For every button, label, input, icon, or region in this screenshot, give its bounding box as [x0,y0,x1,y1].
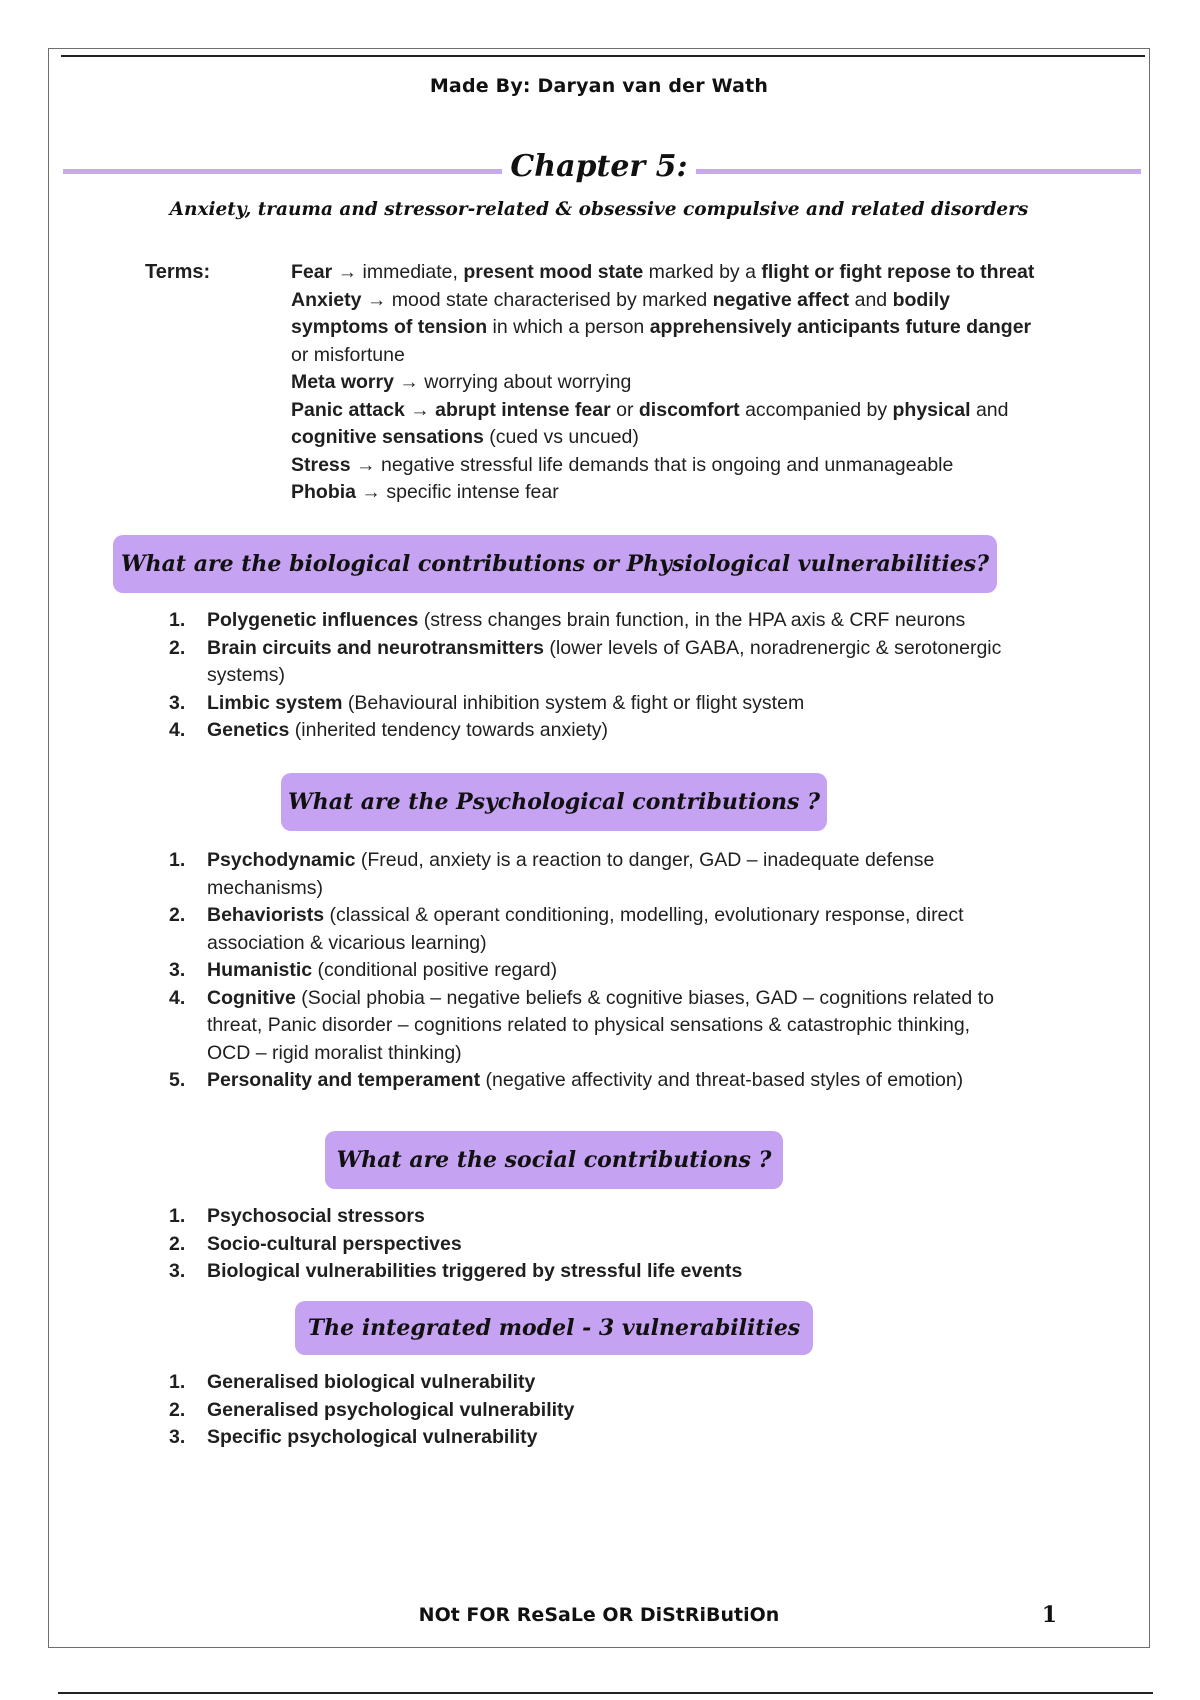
list-number: 3. [169,1426,186,1448]
term-name: Panic attack [291,398,405,421]
list-item-title: Generalised psychological vulnerability [207,1398,575,1421]
term-definition-part: or [610,398,639,421]
term-fear [291,259,1051,287]
list-item [169,1203,1009,1231]
term-definition-part: apprehensively anticipants future danger [649,316,1032,338]
list-item-detail: (classical & operant conditioning, modelling, evolutionary response, direct association & vicarious learning) [207,904,964,954]
arrow-icon: → [361,288,392,311]
list-item-title: Humanistic [207,959,313,981]
list-number: 4. [169,986,186,1009]
list-item-detail: (negative affectivity and threat-based styles of emotion) [480,1069,964,1091]
integrated-model-list [169,1369,1009,1452]
term-definition-part: cognitive sensations [291,426,484,448]
list-item-detail: (stress changes brain function, in the HPA axis & CRF neurons [418,609,966,631]
list-item-title: Brain circuits and neurotransmitters [207,636,545,659]
terms-list [291,259,1051,507]
list-item [169,1424,1009,1452]
term-definition-part: and [849,288,893,311]
term-definition-part: accompanied by [739,398,893,421]
psychological-list [169,847,1009,1095]
author-credit: Made By: Daryan van der Wath [429,75,769,97]
list-number: 1. [169,1205,186,1227]
list-item [169,1258,1009,1286]
term-definition-part: flight or fight repose to threat [761,261,1035,283]
list-number: 4. [169,719,186,741]
section-heading-integrated-model: The integrated model - 3 vulnerabilities [295,1301,813,1355]
list-item-detail: (Freud, anxiety is a reaction to danger, GAD – inadequate defense mechanisms) [207,849,935,899]
list-item-title: Genetics [207,719,290,741]
list-number: 2. [169,1232,186,1255]
list-number: 3. [169,1260,186,1282]
term-stress [291,452,1051,480]
list-item [169,957,1009,985]
footer-notice: NOt FOR ReSaLe OR DiStRiButiOn [418,1604,780,1626]
list-item [169,690,1009,718]
list-item-title: Specific psychological vulnerability [207,1426,538,1448]
list-number: 1. [169,609,186,631]
arrow-icon: → [356,481,387,503]
list-item-title: Socio-cultural perspectives [207,1232,462,1255]
term-definition-part: in which a person [487,316,650,338]
term-meta-worry [291,369,1051,397]
term-definition-part: specific intense fear [386,481,559,503]
list-item-title: Personality and temperament [207,1069,481,1091]
term-definition-part: negative stressful life demands that is ongoing and unmanageable [380,453,954,476]
term-name: Meta worry [291,371,394,393]
list-item-title: Generalised biological vulnerability [207,1371,536,1393]
list-item-detail: (lower levels of GABA, noradrenergic & serotonergic systems) [207,636,1002,686]
chapter-title-text: Chapter 5: [502,149,695,184]
term-anxiety [291,287,1051,370]
term-definition-part: abrupt intense fear [435,398,611,421]
list-number: 3. [169,691,186,714]
term-name: Fear [291,261,333,283]
list-number: 5. [169,1069,186,1091]
term-definition-part: negative affect [712,288,850,311]
list-item-detail: (Behavioural inhibition system & fight or flight system [342,691,805,714]
list-item-title: Polygenetic influences [207,609,419,631]
list-item [169,985,1009,1068]
arrow-icon: → [332,261,363,283]
term-definition-part: mood state characterised by marked [391,288,713,311]
list-number: 2. [169,636,186,659]
term-phobia [291,479,1051,507]
list-item-detail: (conditional positive regard) [312,959,558,981]
biological-list [169,607,1009,745]
term-name: Stress [291,453,351,476]
term-definition-part: immediate, [362,261,464,283]
section-heading-social: What are the social contributions ? [325,1131,783,1189]
term-definition-part: discomfort [638,398,740,421]
list-item [169,717,1009,745]
top-border-line [61,55,1145,57]
terms-label: Terms: [145,261,211,283]
list-item [169,1067,1009,1095]
term-definition-part: present mood state [463,261,644,283]
list-item-title: Psychodynamic [207,849,356,871]
arrow-icon: → [393,371,425,393]
social-list [169,1203,1009,1286]
list-item [169,1369,1009,1397]
term-definition-part: marked by a [643,261,762,283]
list-number: 2. [169,1398,186,1421]
chapter-title [49,149,1149,184]
bottom-rule [58,1692,1153,1694]
term-name: Anxiety [291,288,362,311]
list-item-title: Cognitive [207,986,296,1009]
section-heading-psychological: What are the Psychological contributions ? [281,773,827,831]
arrow-icon: → [350,453,381,476]
list-item-title: Limbic system [207,691,343,714]
list-item-title: Biological vulnerabilities triggered by stressful life events [207,1260,743,1282]
term-panic-attack [291,397,1051,452]
list-item [169,902,1009,957]
list-item [169,607,1009,635]
term-definition-part: or misfortune [291,343,405,366]
list-item [169,635,1009,690]
term-definition-part: worrying about worrying [424,371,632,393]
list-number: 1. [169,1371,186,1393]
list-item-title: Psychosocial stressors [207,1205,425,1227]
document-page [48,48,1150,1648]
chapter-subtitle: Anxiety, trauma and stressor-related & obsessive compulsive and related disorders [169,199,1029,220]
page-number: 1 [1041,1602,1057,1628]
list-number: 1. [169,849,186,871]
section-heading-biological: What are the biological contributions or Physiological vulnerabilities? [113,535,997,593]
arrow-icon: → [404,398,436,421]
list-item-detail: (Social phobia – negative beliefs & cognitive biases, GAD – cognitions related to threat, Panic disorder – cognitions related to physical sensations & catastrophic thinking, OCD – rigid moralist thinking) [207,986,994,1064]
term-definition-part: (cued vs uncued) [483,426,639,448]
term-definition-part: physical [892,398,971,421]
list-item [169,1231,1009,1259]
list-number: 3. [169,959,186,981]
list-item-title: Behaviorists [207,904,325,926]
list-number: 2. [169,904,186,926]
term-definition-part: bodily symptoms of tension [291,288,950,338]
list-item [169,847,1009,902]
list-item-detail: (inherited tendency towards anxiety) [289,719,609,741]
list-item [169,1397,1009,1425]
term-definition-part: and [970,398,1009,421]
term-name: Phobia [291,481,357,503]
